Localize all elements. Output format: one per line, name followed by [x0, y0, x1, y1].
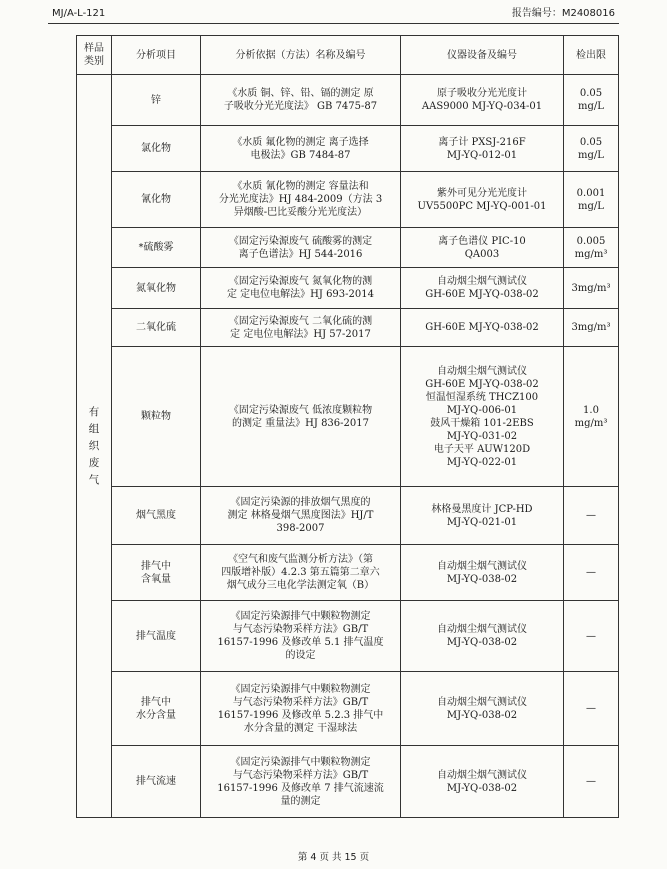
table-row — [77, 126, 619, 172]
category-char: 废 — [88, 456, 100, 469]
item-cell: 烟气黑度 — [112, 487, 201, 545]
limit-cell: 3mg/m³ — [564, 309, 619, 347]
table-header-row — [77, 36, 619, 75]
table-row — [77, 172, 619, 228]
equipment-cell: 林格曼黑度计 JCP-HD MJ-YQ-021-01 — [401, 487, 564, 545]
col-header-category: 样品 类别 — [77, 36, 112, 75]
limit-cell: 3mg/m³ — [564, 268, 619, 309]
equipment-cell: 自动烟尘烟气测试仪 GH-60E MJ-YQ-038-02 恒温恒湿系统 THCZ100 MJ-YQ-006-01 鼓风干燥箱 101-2EBS MJ-YQ-031-02 电子天平 AUW120D MJ-YQ-022-01 — [401, 347, 564, 487]
limit-cell: — — [564, 601, 619, 672]
table-row — [77, 347, 619, 487]
col-header-equipment: 仪器设备及编号 — [401, 36, 564, 75]
equipment-cell: 自动烟尘烟气测试仪 MJ-YQ-038-02 — [401, 601, 564, 672]
table-row — [77, 228, 619, 268]
method-cell: 《固定污染源废气 低浓度颗粒物 的测定 重量法》HJ 836-2017 — [201, 347, 401, 487]
item-cell: 排气中 水分含量 — [112, 672, 201, 746]
category-char: 组 — [88, 422, 100, 435]
limit-cell: — — [564, 487, 619, 545]
col-header-item: 分析项目 — [112, 36, 201, 75]
equipment-cell: 自动烟尘烟气测试仪 MJ-YQ-038-02 — [401, 746, 564, 818]
doc-code: MJ/A-L-121 — [52, 8, 106, 19]
method-cell: 《水质 铜、锌、铅、镉的测定 原 子吸收分光光度法》 GB 7475-87 — [201, 75, 401, 126]
item-cell: 锌 — [112, 75, 201, 126]
equipment-cell: 自动烟尘烟气测试仪 GH-60E MJ-YQ-038-02 — [401, 268, 564, 309]
method-cell: 《水质 氟化物的测定 离子选择 电极法》GB 7484-87 — [201, 126, 401, 172]
table-row — [77, 268, 619, 309]
category-cell — [77, 75, 112, 818]
method-cell: 《固定污染源排气中颗粒物测定 与气态污染物采样方法》GB/T 16157-1996 及修改单 5.2.3 排气中 水分含量的测定 干湿球法 — [201, 672, 401, 746]
equipment-cell: 自动烟尘烟气测试仪 MJ-YQ-038-02 — [401, 545, 564, 601]
header-rule — [48, 23, 619, 24]
item-cell: 排气温度 — [112, 601, 201, 672]
table-row — [77, 75, 619, 126]
limit-cell: 1.0 mg/m³ — [564, 347, 619, 487]
category-char: 织 — [88, 439, 100, 452]
method-cell: 《固定污染源排气中颗粒物测定 与气态污染物采样方法》GB/T 16157-1996 及修改单 7 排气流速流 量的测定 — [201, 746, 401, 818]
equipment-cell: 离子计 PXSJ-216F MJ-YQ-012-01 — [401, 126, 564, 172]
item-cell: 排气流速 — [112, 746, 201, 818]
equipment-cell: 紫外可见分光光度计 UV5500PC MJ-YQ-001-01 — [401, 172, 564, 228]
item-cell: 氯化物 — [112, 126, 201, 172]
table-row — [77, 309, 619, 347]
col-header-method: 分析依据（方法）名称及编号 — [201, 36, 401, 75]
page-number: 第 4 页 共 15 页 — [297, 852, 370, 863]
method-cell: 《固定污染源废气 硫酸雾的测定 离子色谱法》HJ 544-2016 — [201, 228, 401, 268]
limit-cell: 0.005 mg/m³ — [564, 228, 619, 268]
limit-cell: 0.001 mg/L — [564, 172, 619, 228]
equipment-cell: 原子吸收分光光度计 AAS9000 MJ-YQ-034-01 — [401, 75, 564, 126]
table-row — [77, 545, 619, 601]
item-cell: 颗粒物 — [112, 347, 201, 487]
method-cell: 《空气和废气监测分析方法》（第 四版增补版）4.2.3 第五篇第二章六 烟气成分三电化学法测定氧（B） — [201, 545, 401, 601]
method-cell: 《水质 氰化物的测定 容量法和 分光光度法》HJ 484-2009（方法 3 异烟酸-巴比妥酸分光光度法） — [201, 172, 401, 228]
limit-cell: — — [564, 672, 619, 746]
item-cell: *硫酸雾 — [112, 228, 201, 268]
table-row — [77, 601, 619, 672]
equipment-cell: 自动烟尘烟气测试仪 MJ-YQ-038-02 — [401, 672, 564, 746]
method-cell: 《固定污染源排气中颗粒物测定 与气态污染物采样方法》GB/T 16157-1996 及修改单 5.1 排气温度 的设定 — [201, 601, 401, 672]
equipment-cell: 离子色谱仪 PIC-10 QA003 — [401, 228, 564, 268]
category-char: 气 — [88, 473, 100, 486]
limit-cell: — — [564, 545, 619, 601]
item-cell: 二氧化硫 — [112, 309, 201, 347]
equipment-cell: GH-60E MJ-YQ-038-02 — [401, 309, 564, 347]
limit-cell: 0.05 mg/L — [564, 126, 619, 172]
method-cell: 《固定污染源废气 二氧化硫的测 定 定电位电解法》HJ 57-2017 — [201, 309, 401, 347]
method-cell: 《固定污染源的排放烟气黑度的 测定 林格曼烟气黑度图法》HJ/T 398-2007 — [201, 487, 401, 545]
table-row — [77, 746, 619, 818]
report-number: 报告编号：M2408016 — [511, 8, 615, 19]
analysis-methods-table — [76, 35, 619, 818]
limit-cell: — — [564, 746, 619, 818]
item-cell: 氮氧化物 — [112, 268, 201, 309]
item-cell: 氰化物 — [112, 172, 201, 228]
category-char: 有 — [88, 405, 100, 418]
col-header-limit: 检出限 — [564, 36, 619, 75]
method-cell: 《固定污染源废气 氮氧化物的测 定 定电位电解法》HJ 693-2014 — [201, 268, 401, 309]
table-row — [77, 672, 619, 746]
page-header — [52, 7, 615, 21]
limit-cell: 0.05 mg/L — [564, 75, 619, 126]
item-cell: 排气中 含氧量 — [112, 545, 201, 601]
table-row — [77, 487, 619, 545]
